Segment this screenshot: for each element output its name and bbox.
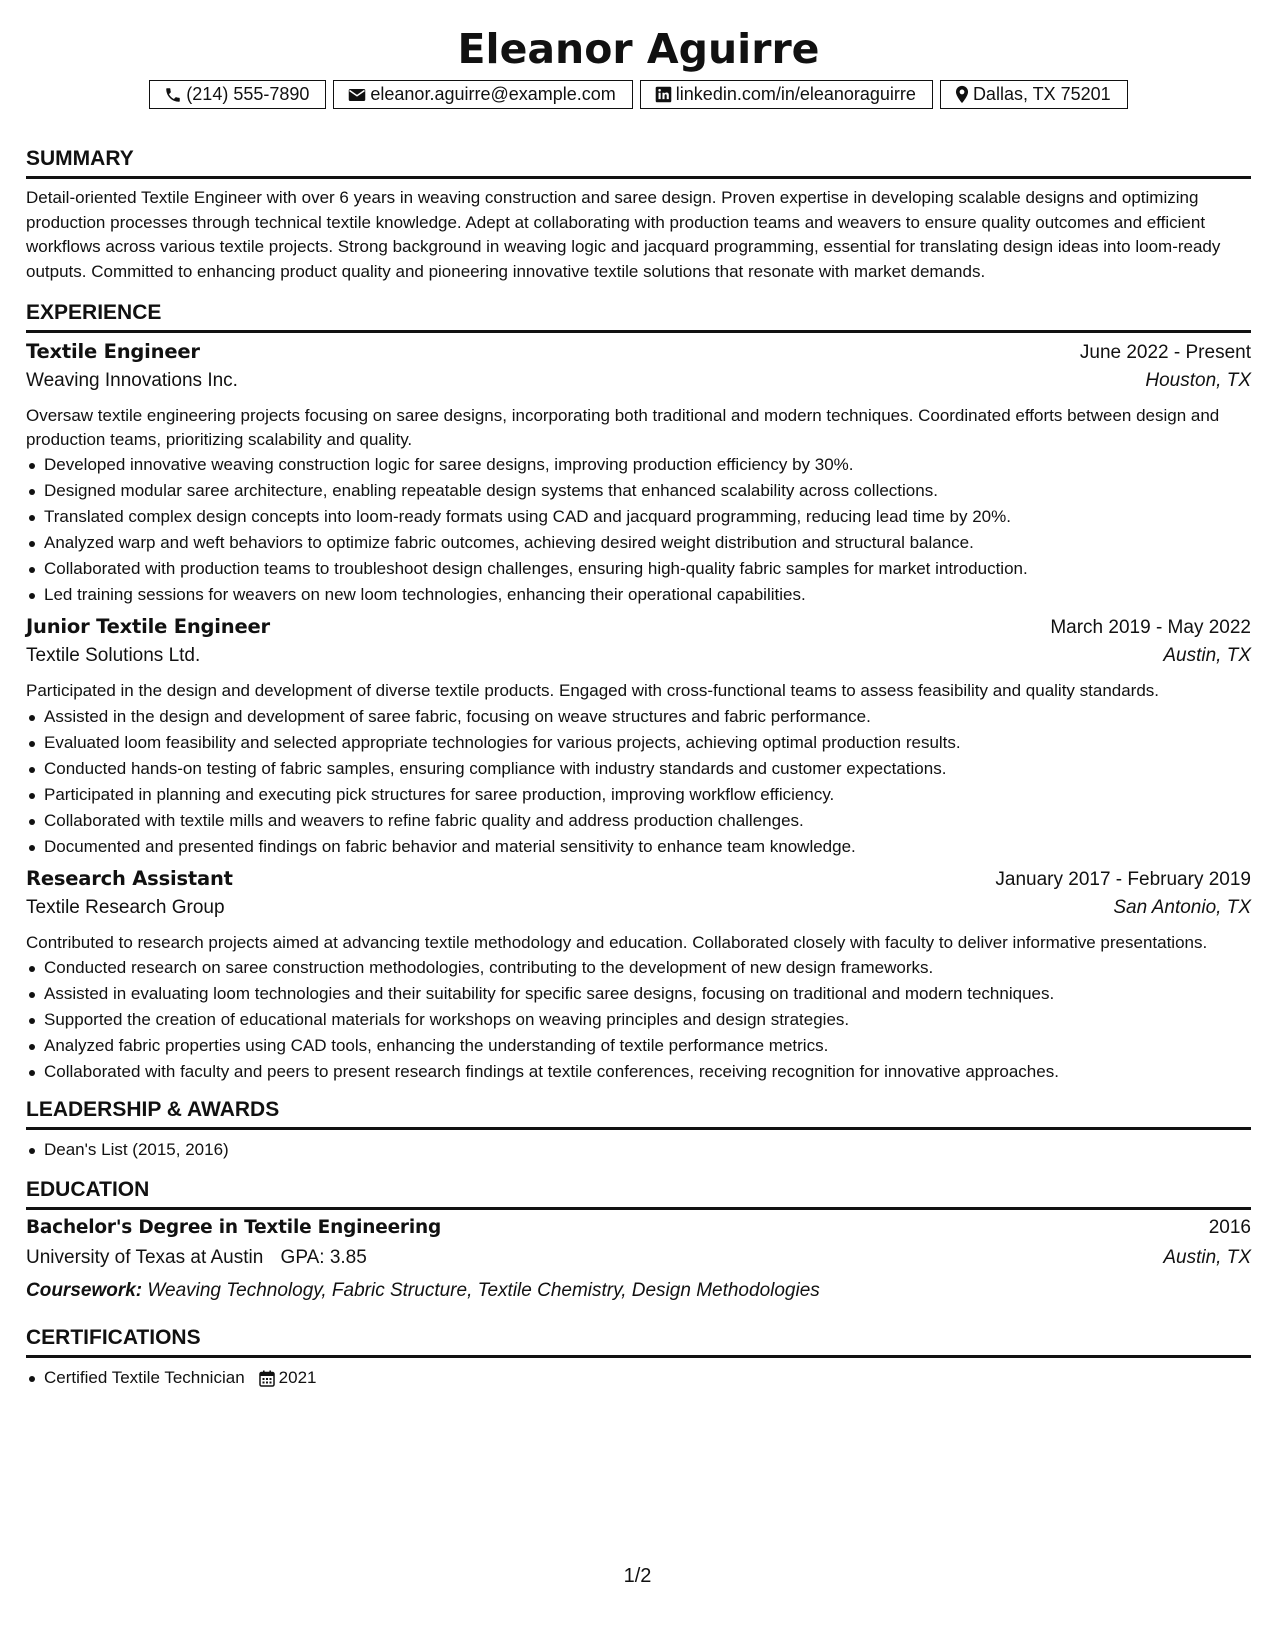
contact-phone[interactable] — [149, 80, 326, 109]
list-item: Collaborated with textile mills and weavers to refine fabric quality and address production challenges. — [44, 808, 1251, 834]
job-subheader — [26, 897, 1251, 927]
job-entry — [26, 340, 1251, 608]
list-item: Analyzed fabric properties using CAD tools, enhancing the understanding of textile performance metrics. — [44, 1033, 1251, 1059]
job-entry — [26, 867, 1251, 1086]
list-item: Led training sessions for weavers on new loom technologies, enhancing their operational capabilities. — [44, 582, 1251, 608]
phone-icon — [164, 86, 182, 104]
awards-list — [26, 1137, 1251, 1163]
section-divider — [26, 176, 1251, 179]
job-dates: January 2017 - February 2019 — [995, 868, 1251, 890]
certification-item — [44, 1365, 1251, 1391]
job-entry — [26, 615, 1251, 860]
school-name: University of Texas at Austin — [26, 1247, 264, 1268]
education-section — [26, 1177, 1251, 1305]
section-divider — [26, 330, 1251, 333]
calendar-icon — [259, 1370, 275, 1387]
graduation-year: 2016 — [1208, 1217, 1251, 1238]
experience-section — [26, 300, 1251, 1085]
section-divider — [26, 1127, 1251, 1130]
leadership-section — [26, 1097, 1251, 1163]
contact-text: linkedin.com/in/eleanoraguirre — [675, 84, 916, 104]
job-header — [26, 340, 1251, 370]
list-item: Developed innovative weaving construction logic for saree designs, improving production efficiency by 30%. — [44, 452, 1251, 478]
job-title: Research Assistant — [26, 866, 233, 890]
job-company: Weaving Innovations Inc. — [26, 370, 238, 391]
job-dates: June 2022 - Present — [1079, 342, 1251, 363]
summary-text: Detail-oriented Textile Engineer with over 6 years in weaving construction and saree design. Proven expertise in developing scalable designs and optimizing production processes through technical textile knowledge. Adept at collaborating with production teams and weavers to ensure quality outcomes and efficient workflows across various textile projects. Strong background in weaving logic and jacquard programming, essential for translating design ideas into loom-ready outputs. Committed to enhancing product quality and pioneering innovative textile solutions that resonate with market demands. — [26, 188, 1221, 281]
certification-year: 2021 — [278, 1368, 317, 1387]
section-divider — [26, 1207, 1251, 1210]
envelope-icon — [348, 87, 366, 103]
list-item: Conducted hands-on testing of fabric samples, ensuring compliance with industry standards and customer expectations. — [44, 756, 1251, 782]
school-location: Austin, TX — [1163, 1247, 1251, 1268]
list-item: Analyzed warp and weft behaviors to optimize fabric outcomes, achieving desired weight distribution and structural balance. — [44, 530, 1251, 556]
list-item: Designed modular saree architecture, enabling repeatable design systems that enhanced scalability across collections. — [44, 478, 1251, 504]
job-subheader — [26, 370, 1251, 400]
coursework-text: Weaving Technology, Fabric Structure, Textile Chemistry, Design Methodologies — [147, 1280, 820, 1301]
certifications-section — [26, 1325, 1251, 1391]
job-dates: March 2019 - May 2022 — [1050, 617, 1251, 638]
coursework-label: Coursework: — [26, 1280, 143, 1301]
list-item: Conducted research on saree construction methodologies, contributing to the development of new design frameworks. — [44, 955, 1251, 981]
section-title: CERTIFICATIONS — [26, 1326, 201, 1349]
job-bullets — [26, 452, 1251, 608]
list-item: Collaborated with faculty and peers to present research findings at textile conferences, receiving recognition for innovative approaches. — [44, 1059, 1251, 1085]
section-title: LEADERSHIP & AWARDS — [26, 1098, 280, 1121]
resume-page — [26, 0, 1251, 1391]
contact-bar — [26, 80, 1251, 109]
job-description: Oversaw textile engineering projects focusing on saree designs, incorporating both traditional and modern techniques. Coordinated efforts between design and production teams, prioritizing scalability and quality. — [26, 406, 1220, 449]
job-header — [26, 615, 1251, 645]
section-divider — [26, 1355, 1251, 1358]
job-company: Textile Research Group — [26, 896, 225, 918]
page-number: 1/2 — [623, 1565, 652, 1587]
job-title: Junior Textile Engineer — [26, 615, 270, 638]
job-header — [26, 867, 1251, 897]
job-subheader — [26, 645, 1251, 675]
list-item: Evaluated loom feasibility and selected appropriate technologies for various projects, achieving optimal production results. — [44, 730, 1251, 756]
job-location: Houston, TX — [1145, 370, 1251, 391]
list-item: Collaborated with production teams to troubleshoot design challenges, ensuring high-quality fabric samples for market introduction. — [44, 556, 1251, 582]
contact-text: eleanor.aguirre@example.com — [370, 84, 616, 104]
school-line — [26, 1247, 367, 1269]
linkedin-icon — [655, 86, 672, 103]
list-item: Assisted in evaluating loom technologies and their suitability for specific saree designs, focusing on traditional and modern techniques. — [44, 981, 1251, 1007]
list-item: Dean's List (2015, 2016) — [44, 1137, 1251, 1163]
job-title: Textile Engineer — [26, 340, 200, 363]
school-gpa: GPA: 3.85 — [280, 1247, 367, 1268]
contact-text: Dallas, TX 75201 — [972, 84, 1111, 104]
section-title: SUMMARY — [26, 147, 134, 170]
section-title: EDUCATION — [26, 1178, 150, 1201]
list-item: Translated complex design concepts into loom-ready formats using CAD and jacquard programming, reducing lead time by 20%. — [44, 504, 1251, 530]
education-subheader — [26, 1247, 1251, 1277]
job-location: Austin, TX — [1163, 645, 1251, 666]
job-location: San Antonio, TX — [1113, 896, 1251, 918]
contact-email[interactable] — [333, 80, 632, 109]
certifications-list — [26, 1365, 1251, 1391]
job-bullets — [26, 955, 1251, 1085]
list-item: Participated in planning and executing pick structures for saree production, improving workflow efficiency. — [44, 782, 1251, 808]
map-marker-icon — [955, 85, 969, 104]
section-title: EXPERIENCE — [26, 301, 162, 324]
degree-title: Bachelor's Degree in Textile Engineering — [26, 1217, 442, 1238]
list-item: Documented and presented findings on fabric behavior and material sensitivity to enhance team knowledge. — [44, 834, 1251, 860]
contact-text: (214) 555-7890 — [186, 84, 310, 104]
education-header — [26, 1217, 1251, 1247]
coursework-line — [26, 1277, 1251, 1305]
summary-section — [26, 146, 1251, 284]
job-bullets — [26, 704, 1251, 860]
job-company: Textile Solutions Ltd. — [26, 645, 201, 666]
contact-linkedin[interactable] — [640, 80, 933, 109]
contact-location[interactable] — [940, 80, 1128, 109]
job-description: Contributed to research projects aimed at advancing textile methodology and education. Collaborated closely with faculty to deliver informative presentations. — [26, 932, 1208, 952]
certification-name: Certified Textile Technician — [44, 1368, 245, 1387]
list-item: Supported the creation of educational materials for workshops on weaving principles and design strategies. — [44, 1007, 1251, 1033]
list-item: Assisted in the design and development of saree fabric, focusing on weave structures and fabric performance. — [44, 704, 1251, 730]
candidate-name: Eleanor Aguirre — [457, 25, 820, 73]
job-description: Participated in the design and development of diverse textile products. Engaged with cross-functional teams to assess feasibility and quality standards. — [26, 681, 1160, 700]
list-item — [44, 1365, 1251, 1391]
